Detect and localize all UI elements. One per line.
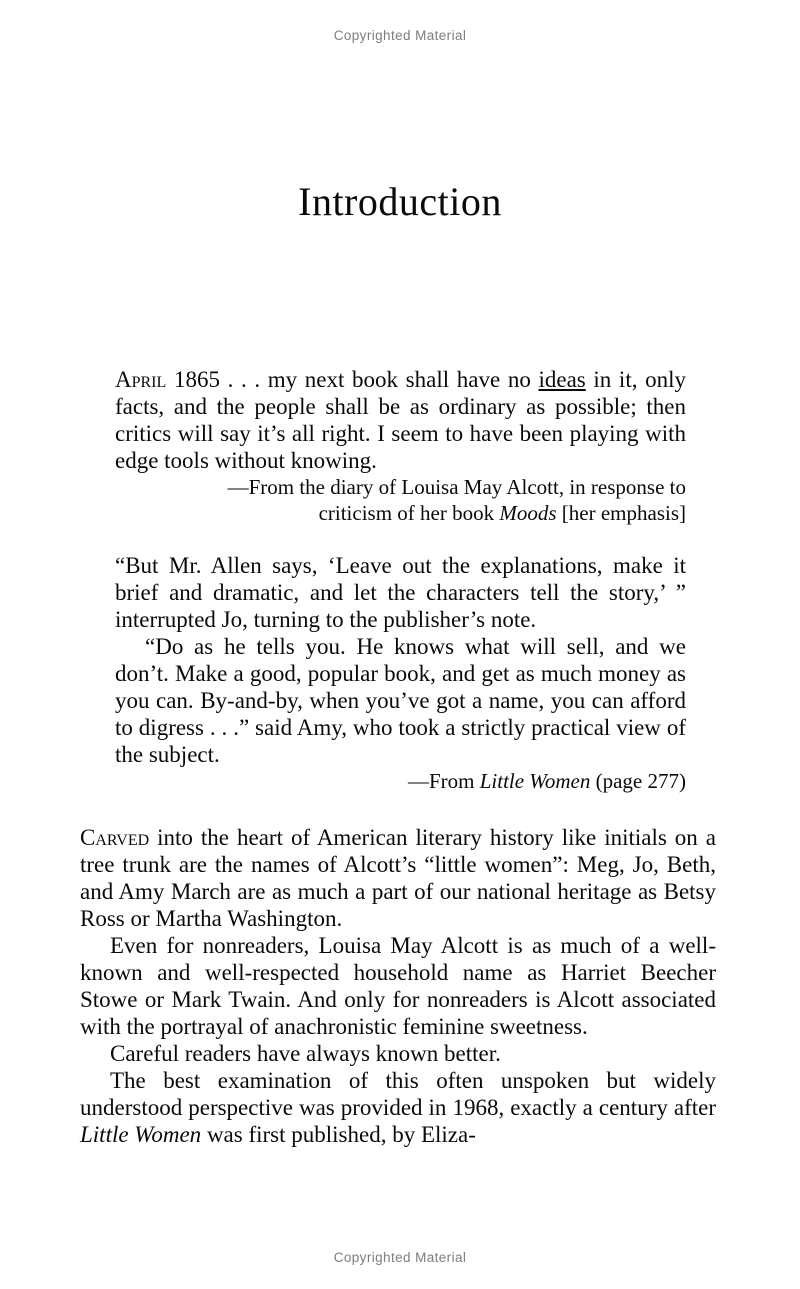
text-run: (page 277) — [590, 769, 686, 793]
epigraph-diary — [115, 366, 686, 526]
epigraph-novel-attribution — [115, 768, 686, 794]
underlined-word: ideas — [538, 367, 586, 392]
copyright-notice-top: Copyrighted Material — [333, 28, 467, 43]
text-run: criticism of her book — [318, 501, 500, 525]
epigraph-novel-para-2: “Do as he tells you. He knows what will sell, and we don’t. Make a good, popular book, and get as much money as you can. By-and-by, when you’ve got a name, you can afford to digress . . .” said Amy, who took a strictly practical view of the subject. — [115, 634, 686, 767]
attribution-line — [115, 500, 686, 526]
epigraph-novel-para-1: “But Mr. Allen says, ‘Leave out the explanations, make it brief and dramatic, and let the characters tell the story,’ ” interrupted Jo, turning to the publisher’s note. — [115, 553, 686, 632]
book-title-little-women: Little Women — [479, 769, 591, 793]
book-title-little-women: Little Women — [80, 1122, 202, 1147]
smallcaps-april: April — [115, 367, 167, 392]
epigraph-novel — [115, 552, 686, 794]
text-run: into the heart of American literary history like initials on a tree trunk are the names of Alcott’s “little women”: Meg, Jo, Beth, and Amy March are as much a part of our national heritage as Betsy Ross or Martha Washington. — [80, 825, 716, 931]
epigraph-section — [80, 366, 716, 794]
text-run: was first published, by Eliza- — [201, 1122, 476, 1147]
text-run: 1865 . . . my next book shall have no — [166, 367, 539, 392]
attribution-line — [115, 768, 686, 794]
body-para-4 — [80, 1067, 716, 1148]
text-run: —From — [407, 769, 480, 793]
smallcaps-carved: Carved — [80, 825, 150, 850]
chapter-title: Introduction — [298, 179, 502, 224]
attribution-line: —From the diary of Louisa May Alcott, in response to — [227, 475, 686, 499]
body-section — [80, 824, 716, 1148]
book-title-moods: Moods — [499, 501, 557, 525]
copyright-notice-bottom: Copyrighted Material — [333, 1250, 467, 1265]
text-run: in it, only facts, and the people shall be as ordinary as possible; then critics will say it’s all right. I seem to have been playing with edge tools without knowing. — [115, 367, 686, 473]
epigraph-diary-attribution — [115, 474, 686, 526]
text-run: The best examination of this often unspoken but widely understood perspective was provided in 1968, exactly a century after — [80, 1068, 716, 1120]
body-para-1 — [80, 824, 716, 932]
text-run: [her emphasis] — [556, 501, 686, 525]
page-content — [0, 366, 800, 1148]
epigraph-diary-text — [115, 366, 686, 474]
body-para-2: Even for nonreaders, Louisa May Alcott is as much of a well-known and well-respected household name as Harriet Beecher Stowe or Mark Twain. And only for nonreaders is Alcott associated with the portrayal of anachronistic feminine sweetness. — [80, 933, 716, 1039]
body-para-3: Careful readers have always known better. — [110, 1041, 501, 1066]
